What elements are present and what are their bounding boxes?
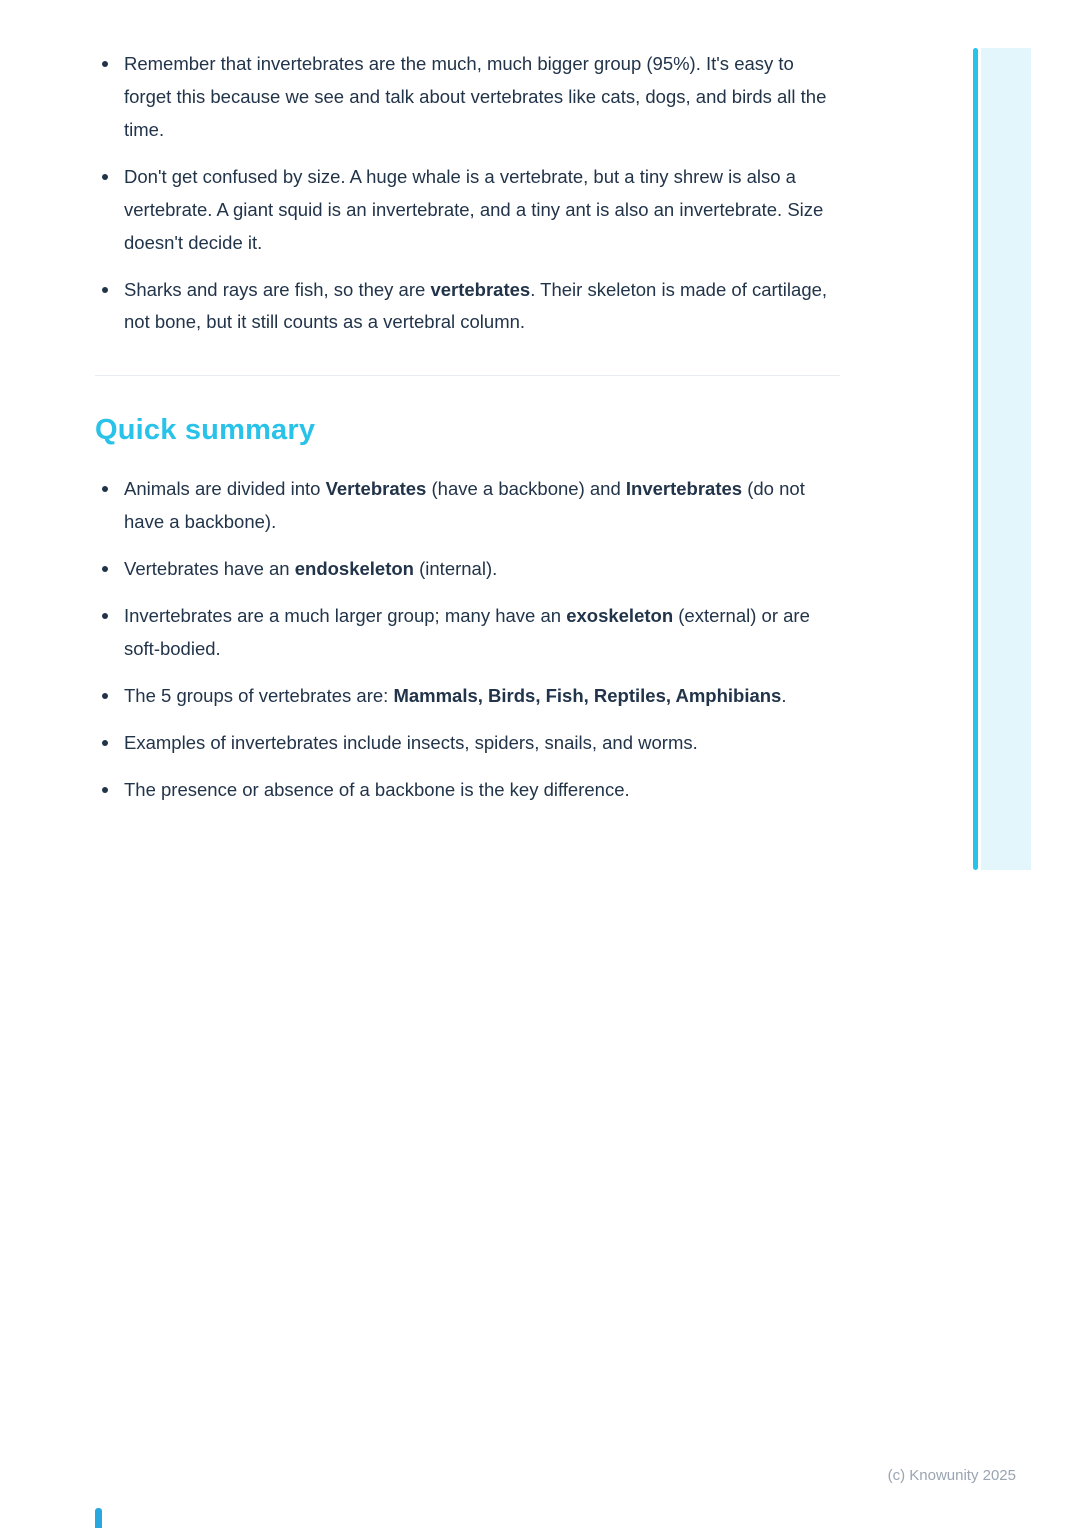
list-item [95,161,840,260]
bold-text: Mammals, Birds, Fish, Reptiles, Amphibians [393,684,782,706]
text: (have a backbone) and [426,478,626,500]
text: The 5 groups of vertebrates are: [124,684,394,706]
text: Invertebrates are a much larger group; many have an [124,605,567,627]
bold-text: vertebrates [430,278,531,300]
text: The presence or absence of a backbone is the key difference. [124,778,630,800]
text: (external) or are soft-bodied. [124,605,810,660]
bold-text: Invertebrates [625,478,743,500]
bold-text: exoskeleton [566,605,674,627]
bold-text: endoskeleton [294,558,414,580]
text: Animals are divided into [124,478,326,500]
bold-text: Vertebrates [325,478,427,500]
bottom-left-accent-bar [95,1508,102,1528]
text: Don't get confused by size. A huge whale is a vertebrate, but a tiny shrew is also a vertebrate. A giant squid is an invertebrate, and a tiny ant is also an invertebrate. Size doesn't decide it. [124,165,824,253]
text: (do not have a backbone). [124,478,805,533]
text: (internal). [413,558,498,580]
list-item [95,473,840,539]
text: . Their skeleton is made of cartilage, not bone, but it still counts as a vertebral column. [124,278,828,333]
footer-copyright: (c) Knowunity 2025 [887,1467,1016,1484]
section-divider [95,375,840,376]
list-item [95,274,840,340]
summary-heading: Quick summary [95,414,316,447]
list-item [95,727,840,760]
right-rail-background [981,48,1031,870]
list-item [95,48,840,147]
list-item [95,774,840,807]
right-rail-accent-line [973,48,978,870]
list-item [95,553,840,586]
text: Sharks and rays are fish, so they are [124,278,431,300]
list-item [95,600,840,666]
notes-list [95,48,840,339]
page-content [95,48,840,821]
list-item [95,680,840,713]
summary-list [95,473,840,806]
text: Vertebrates have an [124,558,295,580]
text: Remember that invertebrates are the much, much bigger group (95%). It's easy to forget this because we see and talk about vertebrates like cats, dogs, and birds all the time. [124,53,827,140]
text: . [781,684,787,706]
text: Examples of invertebrates include insects, spiders, snails, and worms. [124,731,698,753]
